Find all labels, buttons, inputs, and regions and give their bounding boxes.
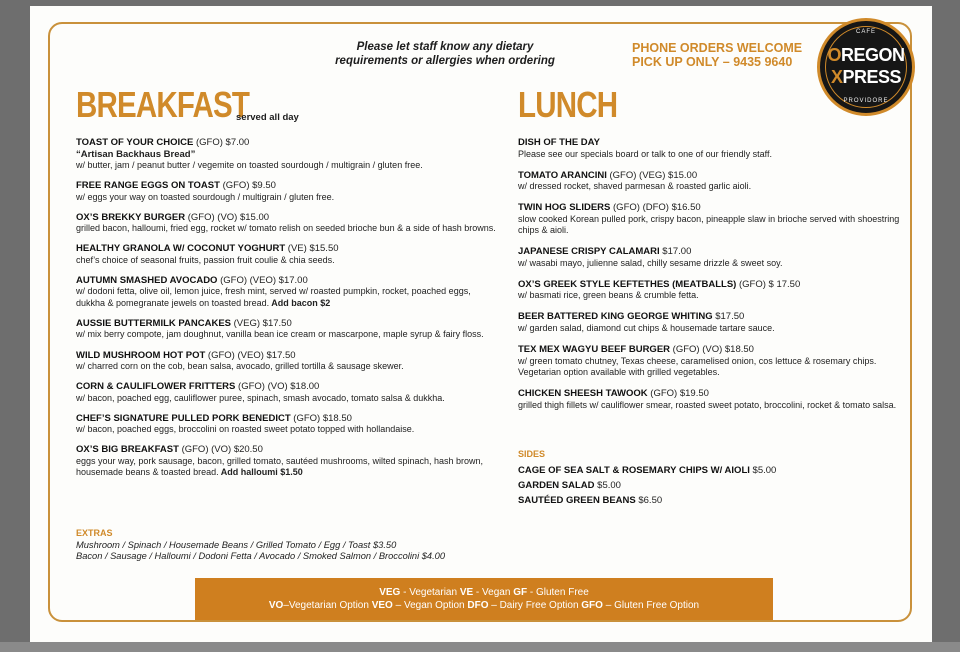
legend-text: - Vegan — [473, 587, 514, 598]
legend-text: - Gluten Free — [527, 587, 589, 598]
menu-item-tags-price: $17.00 — [659, 246, 692, 258]
menu-item — [518, 137, 908, 160]
background-strip — [0, 642, 960, 652]
menu-item-tags-price: (GFO) (VEG) $15.00 — [606, 169, 698, 181]
extras-title: EXTRAS — [76, 528, 113, 538]
menu-item-heading — [76, 318, 496, 330]
side-item-name: CAGE OF SEA SALT & ROSEMARY CHIPS W/ AIOLI — [518, 464, 750, 476]
breakfast-list — [76, 137, 496, 487]
menu-item-heading — [76, 212, 496, 224]
menu-item-heading — [76, 413, 496, 425]
menu-item-desc-text: chef’s choice of seasonal fruits, passion fruit coulie & chia seeds. — [76, 254, 335, 265]
lunch-title: LUNCH — [518, 84, 618, 125]
sides-section — [518, 449, 908, 508]
side-item-name: GARDEN SALAD — [518, 479, 595, 491]
menu-item-description — [76, 192, 496, 204]
menu-item-description — [76, 286, 496, 309]
menu-item-description — [76, 424, 496, 436]
menu-item-tags-price: $17.50 — [712, 311, 745, 323]
menu-item-name: HEALTHY GRANOLA W/ COCONUT YOGHURT — [76, 243, 286, 255]
menu-item-heading — [518, 202, 908, 214]
menu-item-tags-price: (VEG) $17.50 — [231, 317, 292, 329]
menu-item-tags-price: (GFO) (VO) $15.00 — [185, 211, 270, 223]
phone-line: PHONE ORDERS WELCOME — [632, 41, 803, 55]
extras-items: Mushroom / Spinach / Housemade Beans / Grilled Tomato / Egg / Toast — [76, 539, 371, 550]
menu-item-tags-price: (GFO) (VO) $18.50 — [670, 344, 754, 356]
menu-item-desc-text: w/ garden salad, diamond cut chips & housemade tartare sauce. — [518, 322, 775, 333]
side-item-price: $5.00 — [594, 479, 621, 491]
menu-item-desc-text: w/ eggs your way on toasted sourdough / multigrain / gluten free. — [76, 191, 335, 202]
logo-letter: X — [830, 67, 843, 87]
menu-item-name: TEX MEX WAGYU BEEF BURGER — [518, 344, 671, 356]
menu-item-desc-text: w/ wasabi mayo, julienne salad, chilly sesame drizzle & sweet soy. — [518, 257, 783, 268]
menu-item — [518, 202, 908, 237]
phone-line: PICK UP ONLY – 9435 9640 — [632, 55, 793, 69]
menu-item-description — [76, 361, 496, 373]
menu-item-name: CHEF’S SIGNATURE PULLED PORK BENEDICT — [76, 412, 291, 424]
menu-item-tags-price: (GFO) $9.50 — [219, 180, 276, 192]
menu-item-description — [518, 149, 908, 161]
menu-item-desc-text: w/ basmati rice, green beans & crumble fetta. — [518, 290, 699, 301]
legend-key: VE — [459, 587, 474, 598]
menu-item-tags-price: (GFO) (VEO) $17.50 — [205, 349, 296, 361]
menu-item-name: AUSSIE BUTTERMILK PANCAKES — [76, 317, 231, 329]
extras-section — [76, 530, 506, 563]
menu-item — [518, 388, 908, 411]
side-item-price: $6.50 — [635, 494, 663, 506]
side-item-name: SAUTÉED GREEN BEANS — [518, 494, 636, 506]
menu-item-description — [518, 400, 908, 412]
menu-item — [76, 381, 496, 404]
menu-item-heading — [518, 311, 908, 323]
logo-name-line2 — [820, 67, 912, 87]
menu-item-description — [518, 290, 908, 302]
legend-text: – Gluten Free Option — [602, 600, 700, 611]
sides-title: SIDES — [518, 449, 546, 459]
menu-item-tags-price: (GFO) (VO) $20.50 — [178, 444, 263, 456]
menu-item-desc-text: w/ charred corn on the cob, bean salsa, avocado, grilled tortilla & sausage skewer. — [76, 361, 404, 372]
menu-item-subtitle: “Artisan Backhaus Bread” — [76, 148, 196, 160]
breakfast-title: BREAKFAST — [76, 84, 250, 125]
menu-item — [518, 279, 908, 302]
breakfast-header — [76, 84, 506, 126]
menu-item — [76, 350, 496, 373]
notice-line: Please let staff know any dietary — [356, 41, 534, 53]
menu-item-heading — [518, 279, 908, 291]
extras-items: Bacon / Sausage / Halloumi / Dodoni Fetta / Avocado / Smoked Salmon / Broccolini — [76, 551, 420, 561]
extras-line — [76, 540, 506, 552]
notice-line: requirements or allergies when ordering — [335, 55, 555, 67]
extras-line — [76, 551, 506, 563]
menu-item-desc-text: grilled bacon, halloumi, fried egg, rocket w/ tomato relish on seeded brioche bun & a side of hash browns. — [76, 223, 496, 234]
legend-key: DFO — [467, 600, 489, 611]
logo-letter: O — [827, 45, 841, 65]
menu-item-name: CHICKEN SHEESH TAWOOK — [518, 388, 648, 400]
menu-item-tags-price: (GFO) $7.00 — [193, 137, 250, 148]
legend-key: GF — [513, 587, 528, 598]
menu-item-heading — [518, 344, 908, 356]
phone-orders — [632, 41, 808, 69]
dietary-legend — [195, 578, 773, 620]
menu-item-name: OX’S BREKKY BURGER — [76, 211, 186, 223]
menu-item-heading — [76, 381, 496, 393]
menu-item-desc-text: grilled thigh fillets w/ cauliflower smear, roasted sweet potato, broccolini, rocket & tomato salsa. — [518, 399, 897, 410]
menu-item-desc-text: w/ dodoni fetta, olive oil, lemon juice, fresh mint, served w/ roasted pumpkin, rocket, poached eggs, dukkha & pomegranate jewels on toasted bread. — [76, 286, 471, 308]
menu-item-name: FREE RANGE EGGS ON TOAST — [76, 180, 220, 192]
menu-item-name: OX’S GREEK STYLE KEFTETHES (MEATBALLS) — [518, 278, 737, 290]
menu-item-description — [518, 323, 908, 335]
menu-item — [76, 180, 496, 203]
menu-item — [76, 413, 496, 436]
menu-item-description — [76, 456, 496, 479]
menu-item — [518, 246, 908, 269]
menu-item-desc-text: w/ dressed rocket, shaved parmesan & roasted garlic aioli. — [518, 181, 752, 192]
menu-item-description — [518, 214, 908, 237]
menu-item-heading — [518, 246, 908, 258]
menu-item-desc-text: slow cooked Korean pulled pork, crispy bacon, pineapple slaw in brioche served with shoestring chips & aioli. — [518, 213, 900, 236]
menu-item-description — [76, 223, 496, 235]
side-item — [518, 478, 908, 493]
legend-text: - Vegetarian — [400, 587, 460, 598]
menu-item-description — [518, 181, 908, 193]
menu-item-tags-price: (GFO) $ 17.50 — [736, 278, 801, 290]
oregon-xpress-logo — [817, 18, 915, 116]
menu-item-desc-text: eggs your way, pork sausage, bacon, grilled tomato, sautéed mushrooms, wilted spinach, hash brown, housemade beans & toasted bread. — [76, 455, 484, 478]
menu-item-tags-price: (GFO) $19.50 — [647, 388, 709, 400]
menu-item — [76, 318, 496, 341]
logo-providore-text: PROVIDORE — [843, 98, 889, 104]
legend-key: GFO — [581, 600, 603, 611]
legend-text: – Dairy Free Option — [488, 600, 582, 611]
menu-item-tags-price: (VE) $15.50 — [285, 243, 339, 255]
menu-item-name: TWIN HOG SLIDERS — [518, 202, 611, 214]
menu-item-heading — [76, 444, 496, 456]
menu-item-description — [518, 258, 908, 270]
side-item — [518, 493, 908, 508]
menu-item-description — [76, 255, 496, 267]
menu-item-desc-text: w/ bacon, poached eggs, broccolini on roasted sweet potato topped with hollandaise. — [76, 424, 415, 435]
legend-key: VEO — [371, 600, 393, 611]
menu-item-description — [76, 160, 496, 172]
menu-item-heading — [518, 388, 908, 400]
dietary-notice — [300, 40, 590, 68]
menu-item-heading — [76, 180, 496, 192]
legend-key: VEG — [379, 587, 401, 598]
menu-item-addon: Add bacon $2 — [269, 297, 331, 308]
menu-item-name: CORN & CAULIFLOWER FRITTERS — [76, 381, 236, 393]
menu-item-tags-price: (GFO) (VEO) $17.00 — [217, 274, 308, 286]
menu-item-name: AUTUMN SMASHED AVOCADO — [76, 274, 218, 286]
menu-item — [76, 137, 496, 172]
breakfast-served-note: served all day — [236, 112, 299, 123]
menu-item-description — [76, 329, 496, 341]
menu-item-heading — [76, 350, 496, 362]
menu-item — [76, 243, 496, 266]
menu-item — [518, 344, 908, 379]
menu-item — [518, 170, 908, 193]
legend-text: –Vegetarian Option — [283, 600, 372, 611]
menu-item-tags-price: (GFO) $18.50 — [290, 412, 352, 424]
menu-item-heading — [76, 243, 496, 255]
extras-price: $4.00 — [419, 551, 445, 561]
logo-word: PRESS — [842, 67, 902, 87]
menu-item-name: BEER BATTERED KING GEORGE WHITING — [518, 311, 713, 323]
menu-item-desc-text: Please see our specials board or talk to one of our friendly staff. — [518, 148, 772, 159]
legend-line — [195, 599, 773, 612]
menu-item — [76, 275, 496, 310]
menu-item-name: DISH OF THE DAY — [518, 137, 600, 148]
lunch-header — [518, 84, 639, 126]
menu-item-heading — [76, 137, 496, 149]
menu-item-heading — [76, 275, 496, 287]
lunch-list — [518, 137, 908, 421]
menu-item-description — [518, 356, 908, 379]
menu-item — [518, 311, 908, 334]
sides-list — [518, 463, 908, 508]
legend-text: – Vegan Option — [392, 600, 468, 611]
menu-item-desc-text: w/ mix berry compote, jam doughnut, vanilla bean ice cream or mascarpone, maple syrup & fairy floss. — [76, 329, 484, 340]
menu-item-addon: Add halloumi $1.50 — [218, 467, 303, 478]
menu-item-heading — [518, 170, 908, 182]
legend-line — [195, 586, 773, 599]
side-item-price: $5.00 — [749, 464, 777, 476]
logo-cafe-text: CAFE — [855, 29, 876, 35]
menu-item-name: TOMATO ARANCINI — [518, 169, 607, 181]
menu-item-tags-price: (GFO) (VO) $18.00 — [235, 381, 320, 393]
menu-item — [76, 444, 496, 479]
side-item — [518, 463, 908, 478]
extras-price: $3.50 — [370, 539, 397, 550]
menu-item-name: TOAST OF YOUR CHOICE — [76, 137, 194, 148]
menu-item-desc-text: w/ butter, jam / peanut butter / vegemite on toasted sourdough / multigrain / gluten free. — [76, 160, 423, 170]
menu-item-desc-text: w/ green tomato chutney, Texas cheese, caramelised onion, cos lettuce & rosemary chips. Vegetarian option available with grilled vegetables. — [518, 355, 877, 378]
menu-item-heading — [518, 137, 908, 149]
menu-item-description — [76, 393, 496, 405]
menu-item-desc-text: w/ bacon, poached egg, cauliflower puree, spinach, smash avocado, tomato salsa & dukkha. — [76, 392, 445, 403]
menu-item-name: OX’S BIG BREAKFAST — [76, 444, 179, 456]
legend-key: VO — [268, 600, 284, 611]
logo-word: REGON — [841, 45, 905, 65]
menu-item-name: WILD MUSHROOM HOT POT — [76, 349, 206, 361]
menu-item — [76, 212, 496, 235]
menu-item-name: JAPANESE CRISPY CALAMARI — [518, 246, 660, 258]
menu-item-tags-price: (GFO) (DFO) $16.50 — [610, 202, 701, 214]
logo-name-line1 — [820, 45, 912, 65]
